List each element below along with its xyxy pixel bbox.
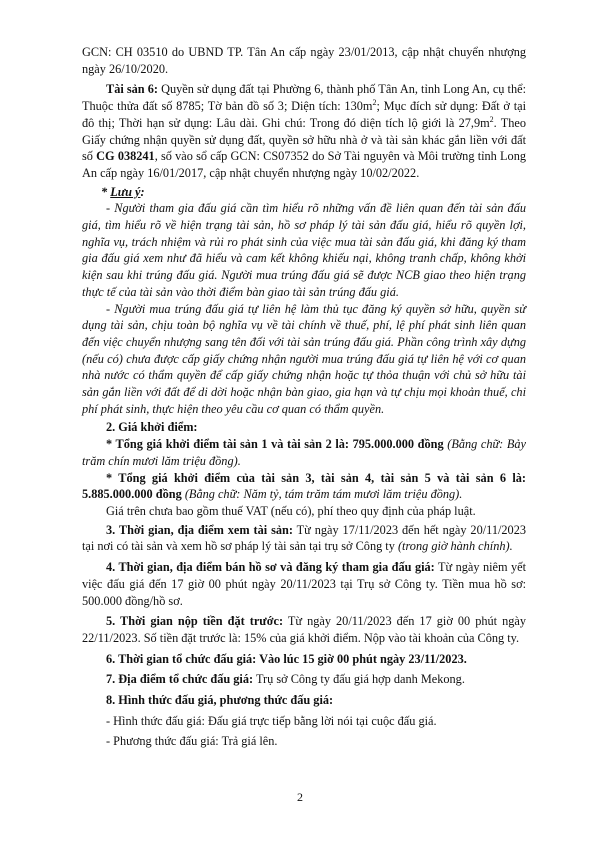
- auction-form: - Hình thức đấu giá: Đấu giá trực tiếp bằng lời nói tại cuộc đấu giá.: [106, 713, 437, 728]
- note-heading: * Lưu ý:: [101, 184, 145, 199]
- asset-6-label: Tài sản 6:: [106, 82, 158, 97]
- document-page: [82, 44, 526, 750]
- certificate-number: CG 038241: [96, 149, 155, 164]
- section-8-heading: 8. Hình thức đấu giá, phương thức đấu giá:: [106, 693, 334, 708]
- section-6: 6. Thời gian tổ chức đấu giá: Vào lúc 15 giờ 00 phút ngày 23/11/2023.: [106, 651, 467, 666]
- section-7: 7. Địa điểm tổ chức đấu giá: Trụ sở Công ty đấu giá hợp danh Mekong.: [106, 672, 465, 687]
- note-paragraph-2: - Người mua trúng đấu giá tự liên hệ làm thủ tục đăng ký quyền sở hữu, quyền sử dụng tài sản, chịu toàn bộ nghĩa vụ về tài chính về thuế, phí, lệ phí phát sinh liên quan đến việc chuyển nhượng sang tên đối với tài sản trúng đấu giá. Phần công trình xây dựng (nếu có) chưa được cấp giấy chứng nhận người mua trúng đấu giá tự liên hệ với cơ quan nhà nước có thẩm quyền để cấp giấy chứng nhận hoặc tự thỏa thuận với chủ sở hữu tài sản gắn liền với đất để di dời hoặc nhận bàn giao, gia hạn và tự chịu mọi khoản thuế, chi phí phát sinh, thực hiện theo yêu cầu cơ quan có thẩm quyền.: [82, 301, 526, 416]
- gcn-continuation: GCN: CH 03510 do UBND TP. Tân An cấp ngày 23/01/2013, cập nhật chuyển nhượng ngày 26/10/2020.: [82, 45, 526, 76]
- vat-note: Giá trên chưa bao gồm thuế VAT (nếu có), phí theo quy định của pháp luật.: [106, 503, 476, 518]
- note-paragraph-1: - Người tham gia đấu giá cần tìm hiểu rõ những vấn đề liên quan đến tài sản đấu giá, tìm hiểu rõ về hiện trạng tài sản, hồ sơ pháp lý tài sản đấu giá, hiểu rõ quyền lợi, nghĩa vụ, trách nhiệm và rủi ro phát sinh của việc mua tài sản đấu giá, khi đăng ký tham gia đấu giá xem như đã hiểu và cam kết không khiếu nại, không tranh chấp, không khởi kiện sau khi trúng đấu giá. Người mua trúng đấu giá sẽ được NCB giao theo hiện trạng thực tế của tài sản vào thời điểm bàn giao tài sản trúng đấu giá.: [82, 201, 526, 299]
- section-3: 3. Thời gian, địa điểm xem tài sản: Từ ngày 17/11/2023 đến hết ngày 20/11/2023 tại nơi có tài sản và xem hồ sơ pháp lý tài sản tại trụ sở Công ty (trong giờ hành chính).: [82, 522, 526, 554]
- section-4: 4. Thời gian, địa điểm bán hồ sơ và đăng ký tham gia đấu giá: Từ ngày niêm yết việc đấu giá đến 17 giờ 00 phút ngày 20/11/2023 tại Trụ sở Công ty. Tiền mua hồ sơ: 500.000 đồng/hồ sơ.: [82, 560, 526, 608]
- total-price-2: * Tổng giá khởi điểm của tài sản 3, tài sản 4, tài sản 5 và tài sản 6 là: 5.885.000.000 đồng (Bằng chữ: Năm tỷ, tám trăm tám mươi lăm triệu đồng).: [82, 470, 526, 502]
- total-price-1: * Tổng giá khởi điểm tài sản 1 và tài sản 2 là: 795.000.000 đồng (Bằng chữ: Bảy trăm chín mươi lăm triệu đồng).: [82, 437, 526, 468]
- asset-6-paragraph: Tài sản 6: Quyền sử dụng đất tại Phường 6, thành phố Tân An, tỉnh Long An, cụ thể: Thuộc thửa đất số 8785; Tờ bản đồ số 3; Diện tích: $130m^2$; Mục đích sử dụng: Đất ở tại đô thị; Thời hạn sử dụng: Lâu dài. Ghi chú: Trong đó diện tích lộ giới là $27,9m^2$. Theo Giấy chứng nhận quyền sử dụng đất, quyền sở hữu nhà ở và tài sản khác gắn liền với đất số CG 038241, số vào sổ cấp GCN: CS07352 do Sở Tài nguyên và Môi trường tỉnh Long An cấp ngày 16/01/2017, cập nhật chuyển nhượng ngày 10/02/2022.: [82, 82, 526, 180]
- section-5: 5. Thời gian nộp tiền đặt trước: Từ ngày 20/11/2023 đến 17 giờ 00 phút ngày 22/11/2023. Số tiền đặt trước là: 15% của giá khởi điểm. Nộp vào tài khoản của Công ty.: [82, 614, 526, 645]
- auction-method: - Phương thức đấu giá: Trả giá lên.: [106, 734, 278, 749]
- page-number: 2: [297, 790, 303, 804]
- section-2-heading: 2. Giá khởi điểm:: [106, 420, 198, 435]
